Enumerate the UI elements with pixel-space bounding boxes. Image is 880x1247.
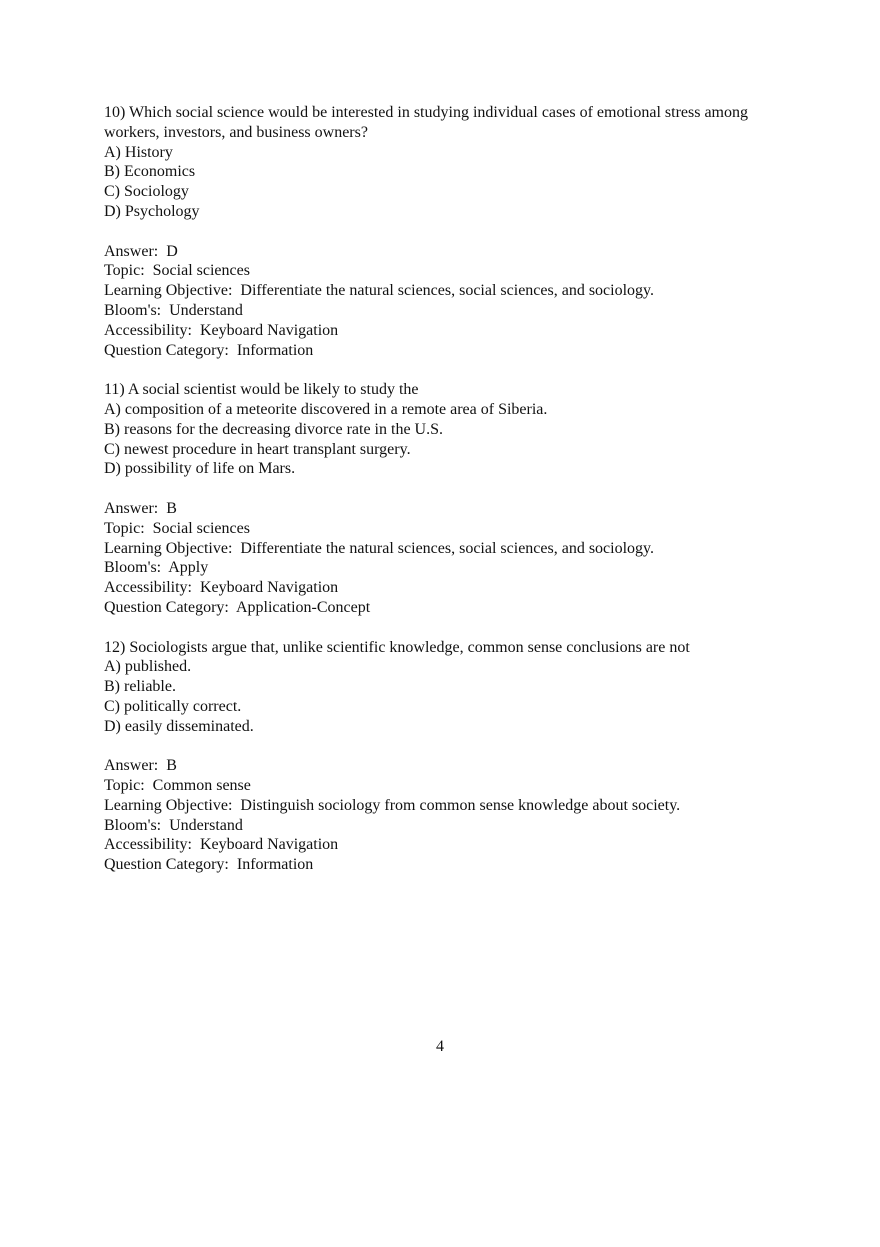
answer-option: A) History [104, 143, 173, 161]
question-metadata [104, 242, 784, 361]
answer-key: Answer: B [104, 757, 177, 775]
answer-key: Answer: B [104, 499, 177, 517]
page-number: 4 [436, 1038, 444, 1055]
learning-objective: Learning Objective: Differentiate the natural sciences, social sciences, and sociology. [104, 282, 655, 300]
question-stem: 12) Sociologists argue that, unlike scientific knowledge, common sense conclusions are not [104, 638, 690, 656]
question-metadata [104, 756, 784, 875]
topic: Topic: Social sciences [104, 519, 250, 537]
question-stem: 11) A social scientist would be likely to study the [104, 381, 419, 399]
question-category: Question Category: Information [104, 856, 314, 874]
topic: Topic: Social sciences [104, 262, 250, 280]
accessibility: Accessibility: Keyboard Navigation [104, 579, 339, 597]
blooms-level: Bloom's: Understand [104, 301, 243, 319]
accessibility: Accessibility: Keyboard Navigation [104, 836, 339, 854]
answer-option: D) possibility of life on Mars. [104, 460, 296, 478]
question-stem: 10) Which social science would be interested in studying individual cases of emotional stress among workers, investors, and business owners? [104, 104, 748, 141]
answer-option: C) Sociology [104, 183, 189, 201]
page-content [104, 103, 784, 875]
accessibility: Accessibility: Keyboard Navigation [104, 321, 339, 339]
answer-option: A) published. [104, 658, 192, 676]
question-block [104, 380, 784, 479]
blooms-level: Bloom's: Apply [104, 559, 209, 577]
question-block [104, 638, 784, 737]
blooms-level: Bloom's: Understand [104, 816, 243, 834]
answer-option: A) composition of a meteorite discovered in a remote area of Siberia. [104, 400, 548, 418]
learning-objective: Learning Objective: Distinguish sociology from common sense knowledge about society. [104, 796, 681, 814]
question-category: Question Category: Information [104, 341, 314, 359]
question-block [104, 103, 784, 222]
answer-option: C) newest procedure in heart transplant surgery. [104, 440, 411, 458]
answer-option: D) easily disseminated. [104, 717, 254, 735]
answer-option: B) Economics [104, 163, 196, 181]
learning-objective: Learning Objective: Differentiate the natural sciences, social sciences, and sociology. [104, 539, 655, 557]
answer-option: B) reliable. [104, 678, 176, 696]
answer-key: Answer: D [104, 242, 178, 260]
question-metadata [104, 499, 784, 618]
topic: Topic: Common sense [104, 777, 251, 795]
answer-option: C) politically correct. [104, 697, 242, 715]
answer-option: B) reasons for the decreasing divorce rate in the U.S. [104, 420, 443, 438]
answer-option: D) Psychology [104, 202, 200, 220]
question-category: Question Category: Application-Concept [104, 598, 371, 616]
